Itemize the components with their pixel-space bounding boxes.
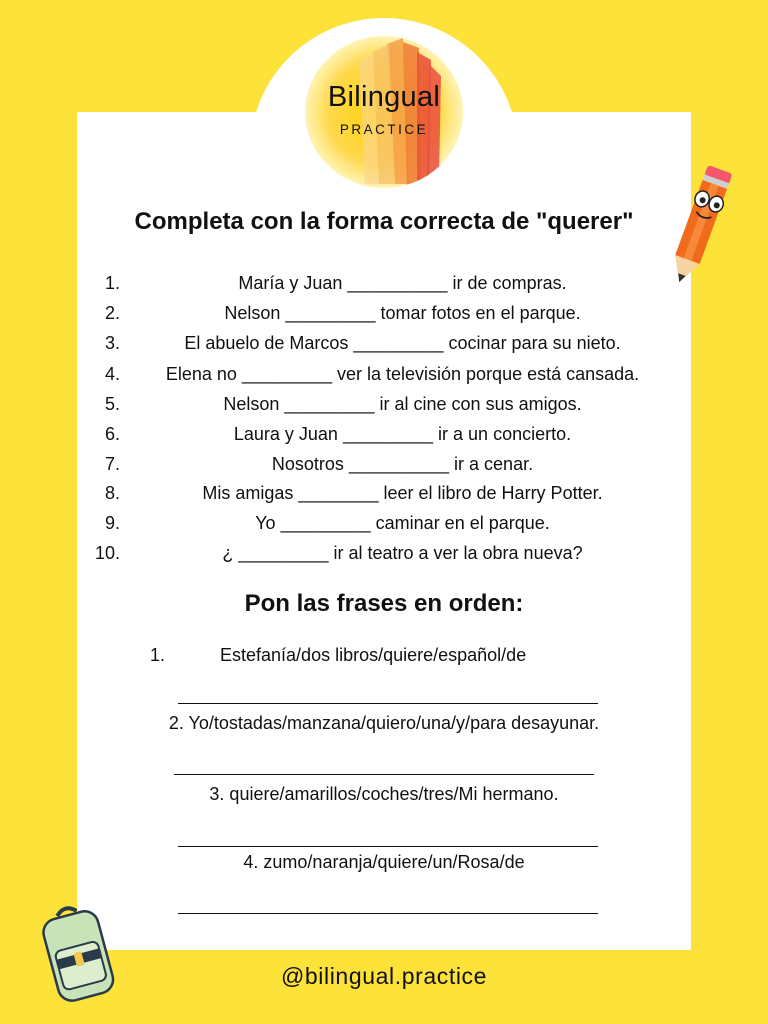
item-number: 1. xyxy=(150,645,166,665)
item-number: 10. xyxy=(94,543,120,563)
item-number: 2. xyxy=(104,303,120,323)
exercise1-item xyxy=(0,273,768,301)
logo-wordmark: Bilingual xyxy=(327,81,441,113)
exercise2-item: 2. Yo/tostadas/manzana/quiero/una/y/para desayunar. xyxy=(168,713,600,733)
item-number: 4. xyxy=(104,364,120,384)
item-text: ¿ _________ ir al teatro a ver la obra nueva? xyxy=(222,543,583,563)
item-text: Nosotros __________ ir a cenar. xyxy=(271,454,534,474)
exercise2-item: 3. quiere/amarillos/coches/tres/Mi hermano. xyxy=(209,784,559,804)
exercise1-item xyxy=(0,513,768,541)
exercise1-item xyxy=(0,483,768,511)
item-text: Laura y Juan _________ ir a un concierto. xyxy=(233,424,572,444)
item-text: María y Juan __________ ir de compras. xyxy=(238,273,567,293)
social-handle: @bilingual.practice xyxy=(280,963,488,989)
answer-line xyxy=(178,913,598,914)
item-number: 5. xyxy=(104,394,120,414)
answer-line xyxy=(174,774,594,775)
item-number: 9. xyxy=(104,513,120,533)
logo-badge xyxy=(303,34,465,190)
exercise1-item xyxy=(0,543,768,571)
exercise2-item xyxy=(0,645,768,673)
item-text: Yo _________ caminar en el parque. xyxy=(255,513,550,533)
exercise1-item xyxy=(0,303,768,331)
item-text: Nelson _________ tomar fotos en el parque. xyxy=(224,303,581,323)
item-number: 8. xyxy=(104,483,120,503)
item-text: Elena no _________ ver la televisión porque está cansada. xyxy=(165,364,640,384)
exercise1-item xyxy=(0,394,768,422)
exercise1-item xyxy=(0,424,768,452)
exercise1-title: Completa con la forma correcta de "querer" xyxy=(134,208,634,235)
item-text: Nelson _________ ir al cine con sus amigos. xyxy=(223,394,582,414)
item-text: El abuelo de Marcos _________ cocinar para su nieto. xyxy=(184,333,621,353)
item-text: Estefanía/dos libros/quiere/español/de xyxy=(220,645,527,665)
exercise2-title: Pon las frases en orden: xyxy=(244,590,524,617)
answer-line xyxy=(178,846,598,847)
exercise2-item: 4. zumo/naranja/quiere/un/Rosa/de xyxy=(243,852,525,872)
item-number: 1. xyxy=(104,273,120,293)
item-number: 7. xyxy=(104,454,120,474)
exercise1-item xyxy=(0,333,768,361)
backpack-icon xyxy=(28,900,128,1010)
item-number: 3. xyxy=(104,333,120,353)
item-text: Mis amigas ________ leer el libro de Harry Potter. xyxy=(202,483,603,503)
logo-subtitle: PRACTICE xyxy=(339,122,429,137)
item-number: 6. xyxy=(104,424,120,444)
exercise1-item xyxy=(0,364,768,392)
exercise1-item xyxy=(0,454,768,482)
answer-line xyxy=(178,703,598,704)
